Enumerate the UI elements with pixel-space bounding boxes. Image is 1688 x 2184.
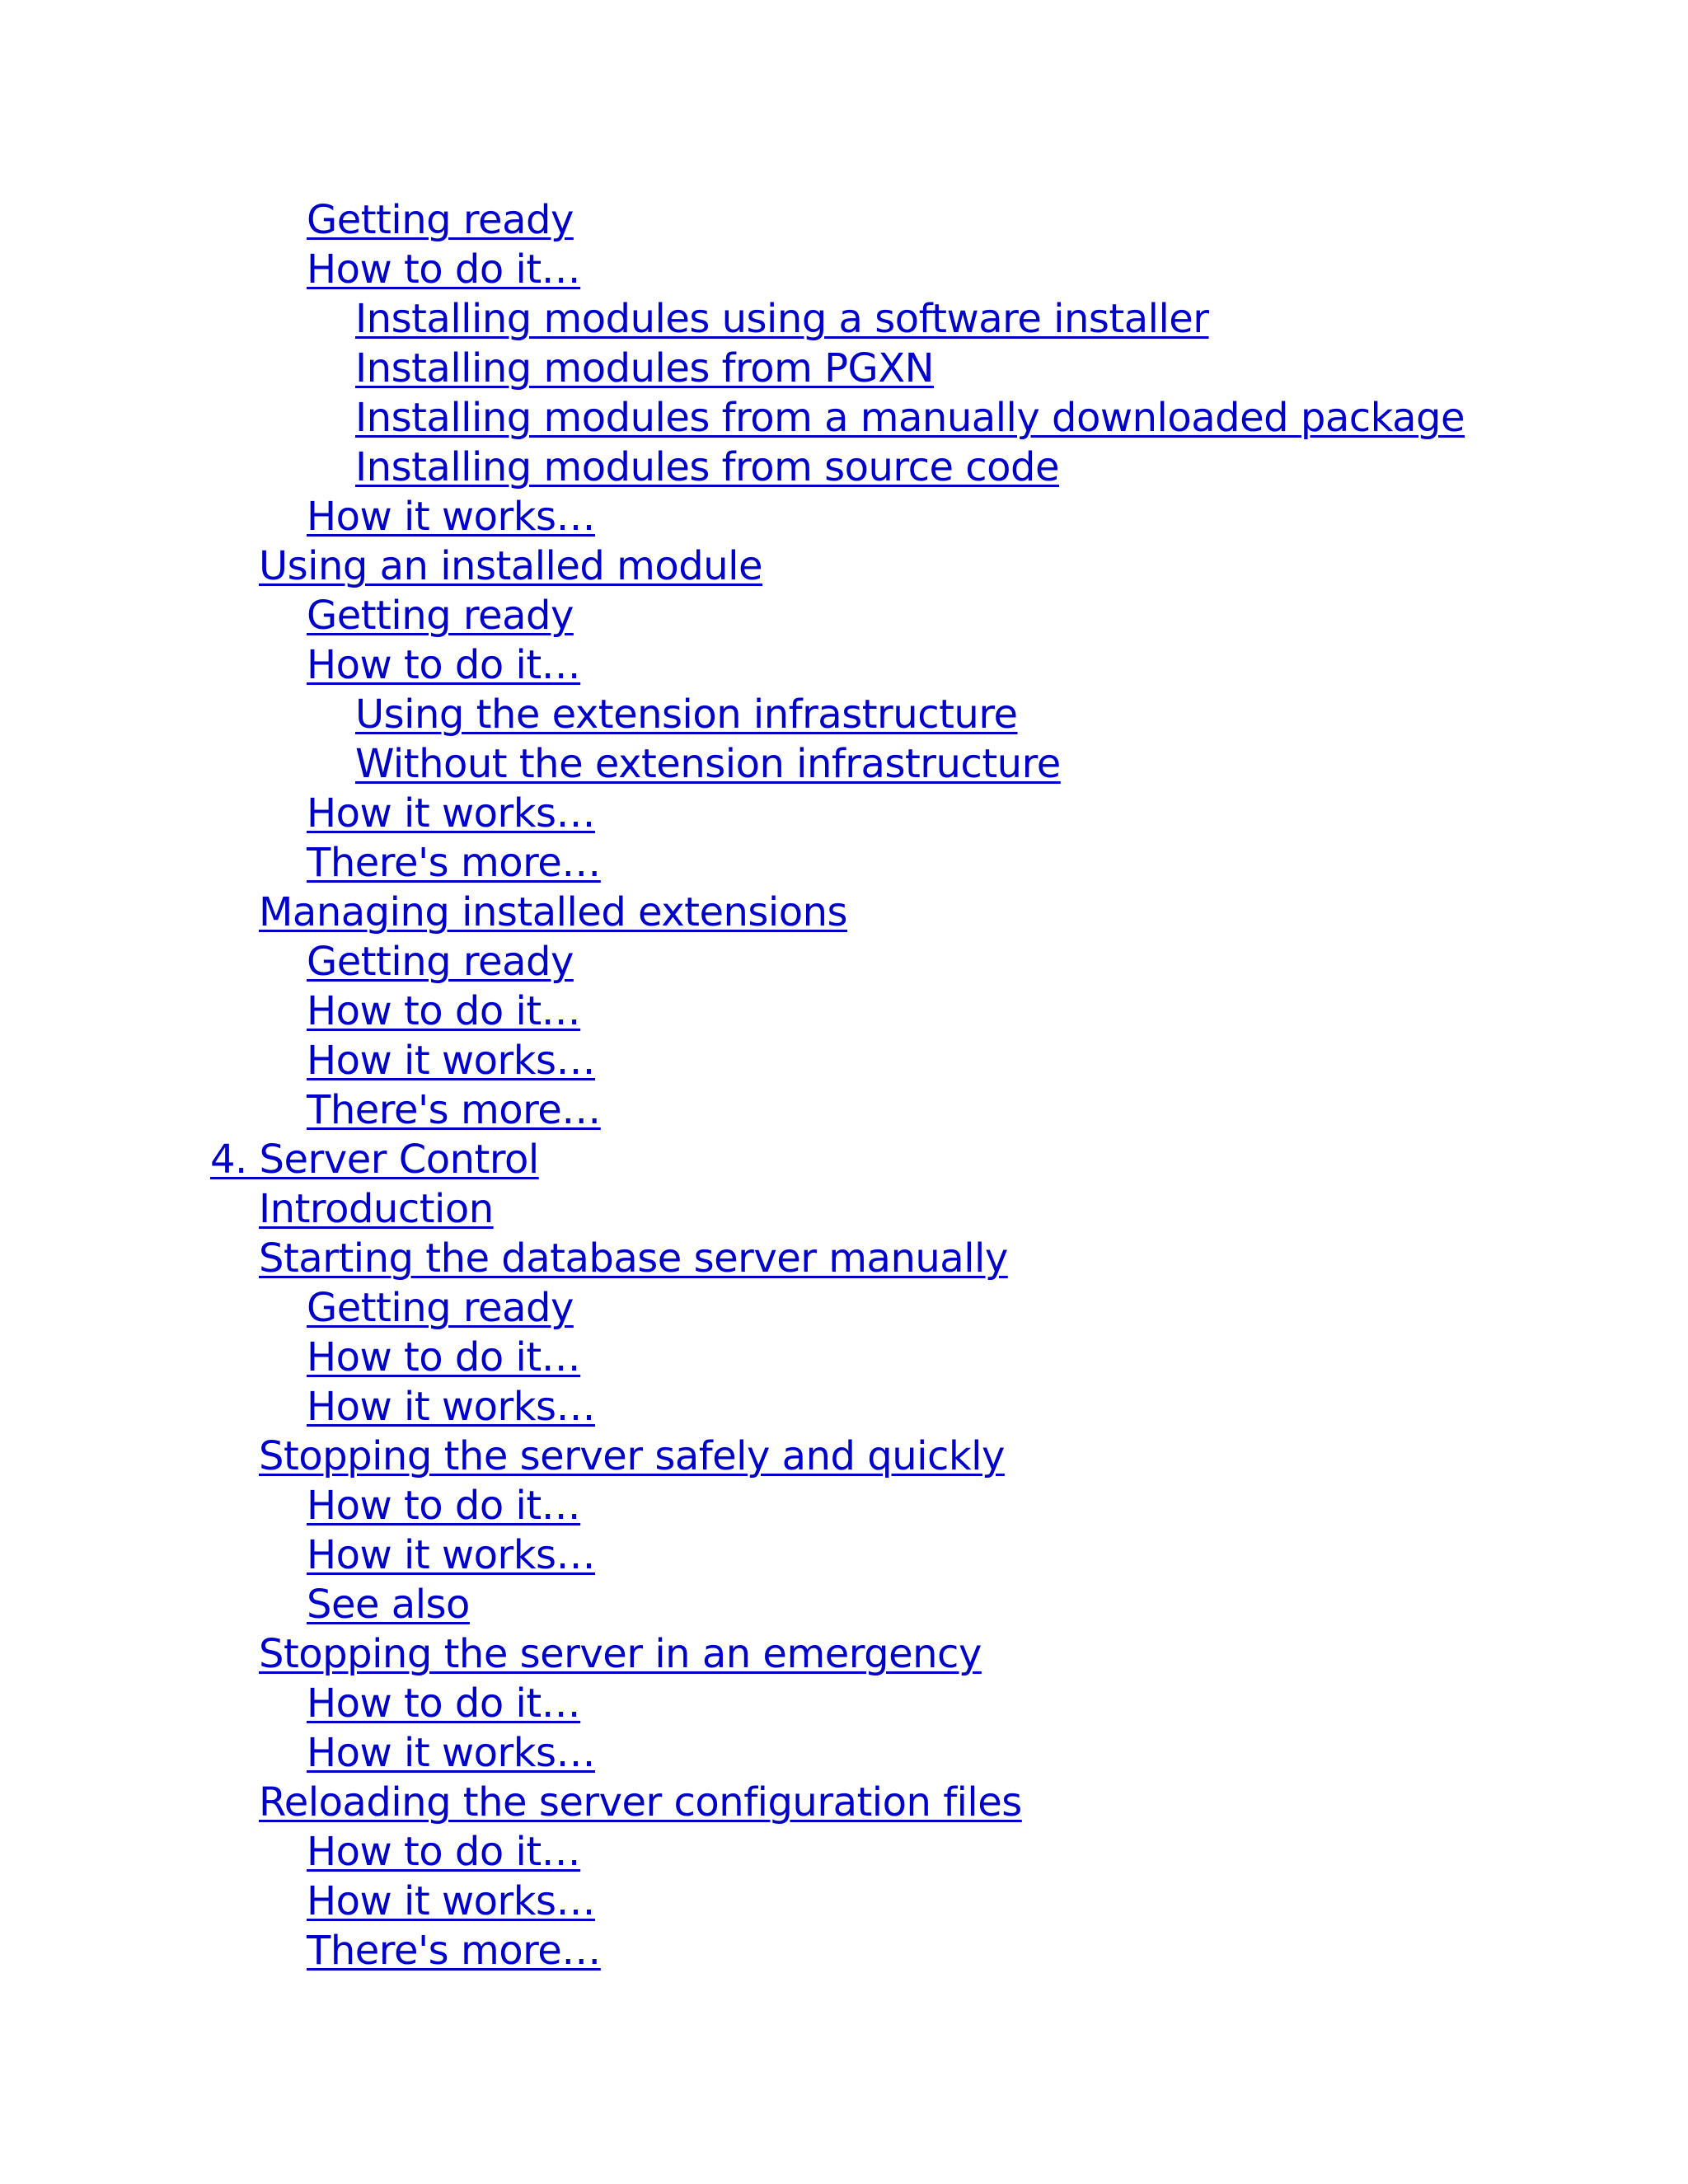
toc-link[interactable]: Stopping the server safely and quickly xyxy=(259,1433,1005,1479)
toc-item xyxy=(0,1135,1465,1184)
toc-link[interactable]: See also xyxy=(307,1582,470,1628)
toc-link[interactable]: How it works… xyxy=(307,1038,596,1084)
toc-link[interactable]: There's more… xyxy=(307,1087,601,1133)
toc-item xyxy=(0,294,1465,344)
toc-link[interactable]: How to do it… xyxy=(307,1483,581,1529)
toc-link[interactable]: Without the extension infrastructure xyxy=(355,741,1061,787)
toc-item xyxy=(0,591,1465,640)
toc-link[interactable]: Getting ready xyxy=(307,593,574,639)
toc-link[interactable]: There's more… xyxy=(307,840,601,886)
toc-item xyxy=(0,640,1465,690)
toc-item xyxy=(0,1580,1465,1629)
toc-item xyxy=(0,1333,1465,1382)
toc-item xyxy=(0,1926,1465,1975)
toc-link[interactable]: How it works… xyxy=(307,494,596,540)
toc-item xyxy=(0,1234,1465,1283)
toc-link[interactable]: Introduction xyxy=(259,1186,494,1232)
toc-item xyxy=(0,344,1465,393)
toc-item xyxy=(0,393,1465,443)
toc-link[interactable]: Starting the database server manually xyxy=(259,1235,1008,1282)
toc-link[interactable]: How it works… xyxy=(307,1878,596,1924)
toc-link[interactable]: Installing modules from source code xyxy=(355,444,1059,490)
toc-item xyxy=(0,541,1465,591)
toc-item xyxy=(0,888,1465,937)
toc-link[interactable]: There's more… xyxy=(307,1928,601,1974)
toc-link[interactable]: Using an installed module xyxy=(259,543,763,589)
toc-link[interactable]: Using the extension infrastructure xyxy=(355,691,1018,738)
toc-link[interactable]: How to do it… xyxy=(307,642,581,688)
toc-item xyxy=(0,937,1465,987)
toc-item xyxy=(0,838,1465,888)
toc-link[interactable]: How it works… xyxy=(307,1532,596,1578)
toc-item xyxy=(0,195,1465,245)
toc-link[interactable]: How to do it… xyxy=(307,1829,581,1875)
toc-link[interactable]: How to do it… xyxy=(307,1680,581,1727)
toc-item xyxy=(0,1283,1465,1333)
toc-item xyxy=(0,1778,1465,1827)
toc-link[interactable]: Reloading the server configuration files xyxy=(259,1779,1022,1825)
toc-link[interactable]: Getting ready xyxy=(307,197,574,243)
toc-item xyxy=(0,1679,1465,1728)
toc-link[interactable]: How it works… xyxy=(307,1730,596,1776)
toc-item xyxy=(0,1184,1465,1234)
toc-item xyxy=(0,1481,1465,1530)
toc-link[interactable]: Managing installed extensions xyxy=(259,889,848,935)
toc-link[interactable]: Getting ready xyxy=(307,939,574,985)
toc-item xyxy=(0,1728,1465,1778)
toc-link[interactable]: 4. Server Control xyxy=(210,1137,539,1183)
toc-item xyxy=(0,1432,1465,1481)
toc-link[interactable]: How to do it… xyxy=(307,246,581,293)
toc-link[interactable]: Getting ready xyxy=(307,1285,574,1331)
toc-item xyxy=(0,987,1465,1036)
toc-item xyxy=(0,1827,1465,1877)
toc-item xyxy=(0,1530,1465,1580)
table-of-contents xyxy=(0,195,1465,1975)
toc-item xyxy=(0,443,1465,492)
toc-item xyxy=(0,789,1465,838)
toc-item xyxy=(0,492,1465,541)
toc-item xyxy=(0,1085,1465,1135)
toc-link[interactable]: Stopping the server in an emergency xyxy=(259,1631,982,1677)
toc-link[interactable]: How to do it… xyxy=(307,988,581,1034)
toc-item xyxy=(0,1629,1465,1679)
toc-link[interactable]: How it works… xyxy=(307,790,596,837)
toc-item xyxy=(0,690,1465,739)
toc-item xyxy=(0,739,1465,789)
toc-item xyxy=(0,1382,1465,1432)
toc-item xyxy=(0,245,1465,294)
toc-link[interactable]: How to do it… xyxy=(307,1334,581,1380)
toc-link[interactable]: Installing modules from PGXN xyxy=(355,345,935,391)
toc-link[interactable]: Installing modules from a manually downloaded package xyxy=(355,395,1465,441)
toc-link[interactable]: How it works… xyxy=(307,1384,596,1430)
toc-link[interactable]: Installing modules using a software installer xyxy=(355,296,1209,342)
toc-item xyxy=(0,1877,1465,1926)
toc-item xyxy=(0,1036,1465,1085)
